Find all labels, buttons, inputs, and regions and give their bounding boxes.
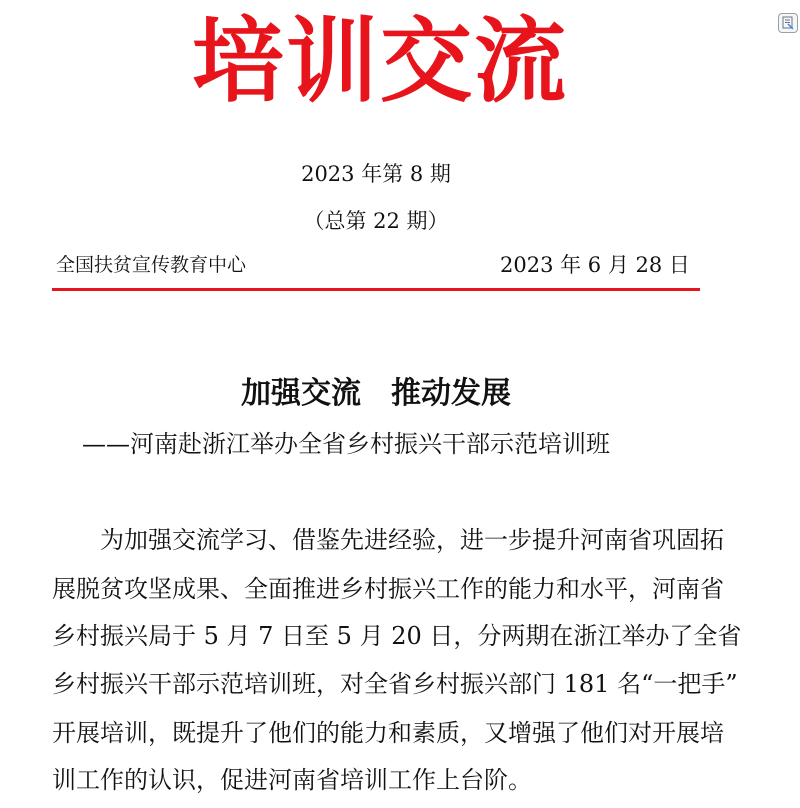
- body-line: 乡村振兴局于 5 月 7 日至 5 月 20 日，分两期在浙江举办了全省: [52, 622, 742, 650]
- body-line: 开展培训，既提升了他们的能力和素质，又增强了他们对开展培: [52, 719, 724, 747]
- masthead-title: 培训交流: [192, 7, 569, 115]
- body-line: 为加强交流学习、借鉴先进经验，进一步提升河南省巩固拓: [100, 526, 724, 554]
- body-line: 展脱贫攻坚成果、全面推进乡村振兴工作的能力和水平，河南省: [52, 575, 724, 603]
- body-line: 训工作的认识，促进河南省培训工作上台阶。: [52, 766, 532, 794]
- document-badge-glyph: [779, 14, 797, 32]
- body-line: 乡村振兴干部示范培训班，对全省乡村振兴部门 181 名“一把手”: [52, 670, 738, 698]
- issue-number: 2023 年第 8 期: [301, 162, 451, 186]
- publication-date: 2023 年 6 月 28 日: [500, 253, 690, 277]
- document-badge-icon[interactable]: [778, 13, 798, 33]
- issue-total-number: （总第 22 期）: [303, 209, 449, 233]
- header-divider: [52, 288, 700, 291]
- article-title: 加强交流 推动发展: [241, 376, 511, 411]
- article-subtitle: ——河南赴浙江举办全省乡村振兴干部示范培训班: [82, 430, 610, 458]
- publisher-organization: 全国扶贫宣传教育中心: [56, 254, 247, 276]
